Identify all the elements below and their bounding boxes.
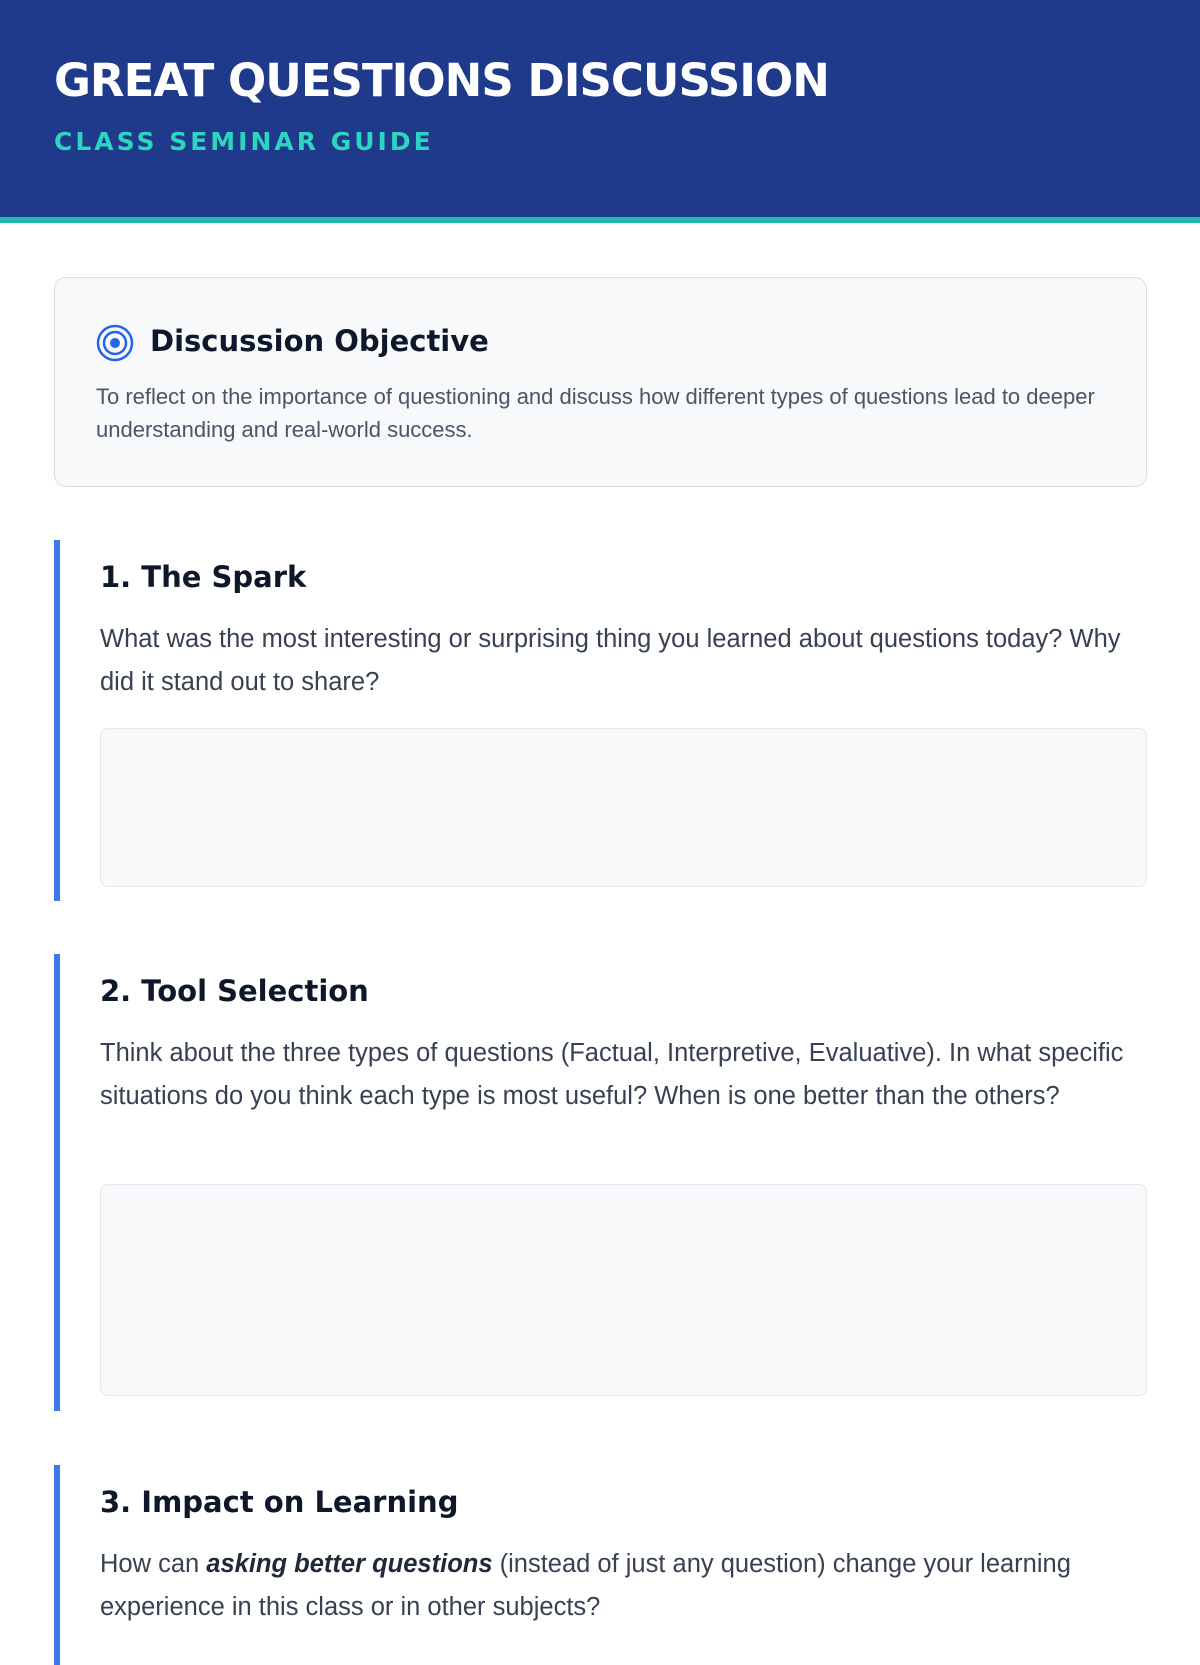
section-accent-bar [54,954,60,1411]
page-header [0,0,1200,223]
question-text [100,1543,1140,1629]
answer-box[interactable] [100,1184,1147,1396]
question-text-end: (instead of just any question) change your learning experience in this class or in other subjects? [100,1550,1071,1621]
question-text: Think about the three types of questions (Factual, Interpretive, Evaluative). In what specific situations do you think each type is most useful? When is one better than the others? [100,1039,1124,1110]
question-title: 1. The Spark [100,560,307,594]
question-title: 3. Impact on Learning [100,1485,459,1519]
question-text-emphasis: asking better questions [206,1550,493,1578]
section-accent-bar [54,1465,60,1665]
target-icon [96,324,134,362]
question-text-start: How can [100,1550,207,1578]
question-section-1 [54,540,1147,901]
page-title: GREAT QUESTIONS DISCUSSION [54,54,829,107]
objective-card [54,277,1147,487]
section-accent-bar [54,540,60,901]
objective-title: Discussion Objective [150,324,489,358]
objective-text: To reflect on the importance of questioning and discuss how different types of questions lead to deeper understanding and real-world success. [96,384,1095,442]
answer-box[interactable] [100,728,1147,887]
page-subtitle: CLASS SEMINAR GUIDE [54,127,434,156]
question-section-3 [54,1465,1147,1665]
question-text: What was the most interesting or surprising thing you learned about questions today? Why did it stand out to share? [100,625,1121,696]
question-title: 2. Tool Selection [100,974,369,1008]
question-section-2 [54,954,1147,1411]
